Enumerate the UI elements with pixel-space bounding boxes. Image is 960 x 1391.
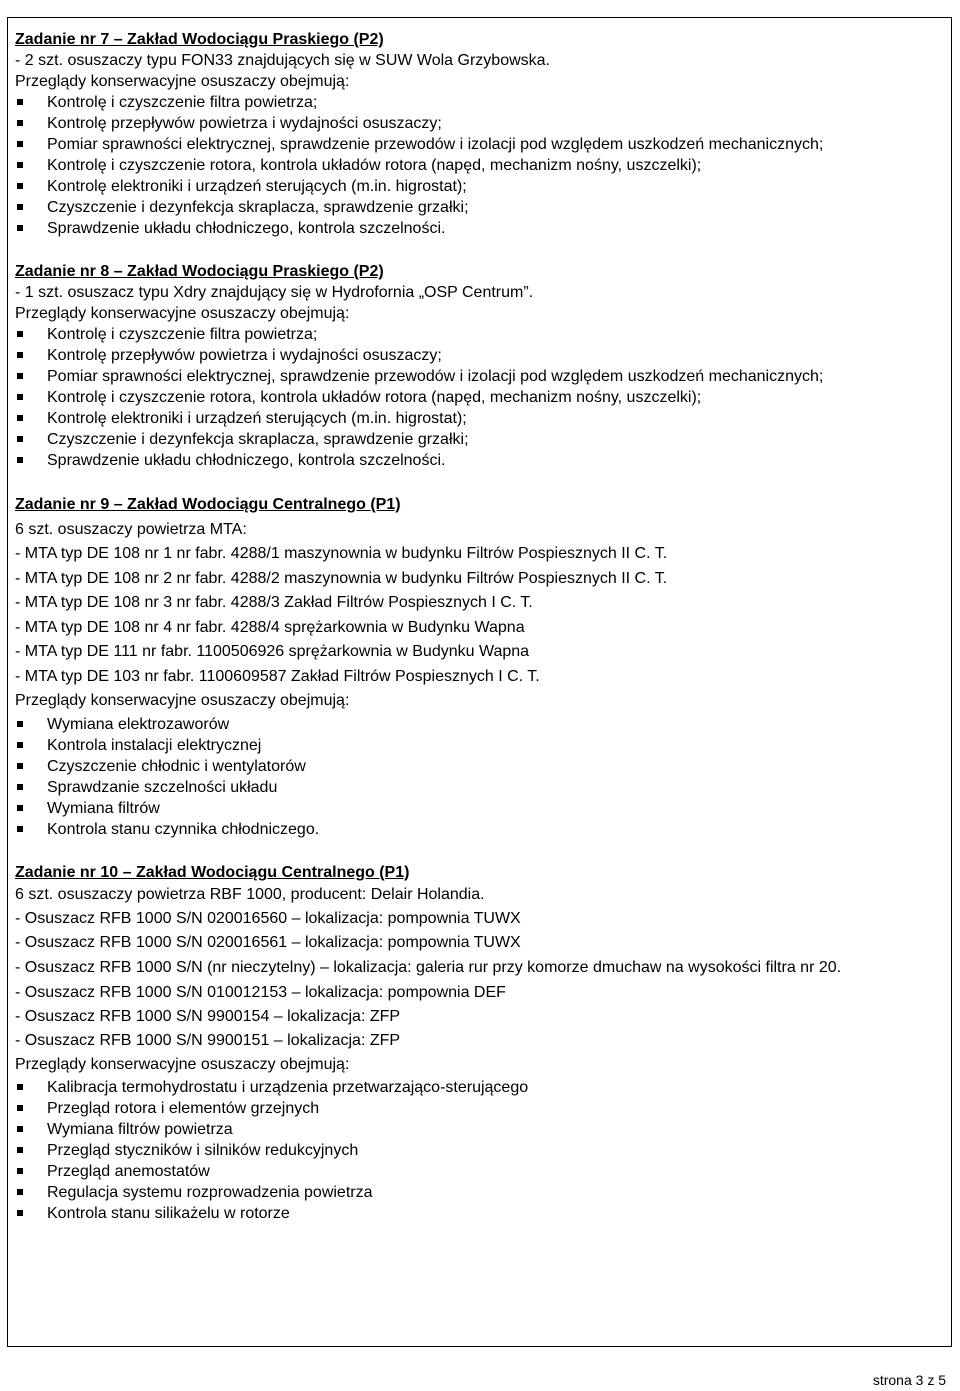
section-z10: [15, 862, 945, 1077]
list-item: Pomiar sprawności elektrycznej, sprawdzenie przewodów i izolacji pod względem uszkodzeń mechanicznych;: [15, 366, 945, 387]
list-item: Kontrolę i czyszczenie filtra powietrza;: [15, 92, 945, 113]
unit-line: - Osuszacz RFB 1000 S/N 9900154 – lokalizacja: ZFP: [15, 1007, 401, 1025]
unit-line: - MTA typ DE 108 nr 4 nr fabr. 4288/4 sprężarkownia w Budynku Wapna: [15, 618, 525, 636]
list-item: Kontrolę elektroniki i urządzeń sterujących (m.in. higrostat);: [15, 408, 945, 429]
unit-line: - MTA typ DE 108 nr 3 nr fabr. 4288/3 Zakład Filtrów Pospiesznych I C. T.: [15, 594, 533, 611]
list-item: Kontrola instalacji elektrycznej: [15, 735, 945, 756]
list-item: Przegląd styczników i silników redukcyjnych: [15, 1140, 945, 1161]
z8-scope-intro: Przeglądy konserwacyjne osuszaczy obejmują:: [15, 305, 350, 322]
list-item: Wymiana filtrów: [15, 798, 945, 819]
unit-line: - Osuszacz RFB 1000 S/N 020016560 – lokalizacja: pompownia TUWX: [15, 909, 521, 927]
z7-scope-intro: Przeglądy konserwacyjne osuszaczy obejmują:: [15, 73, 350, 90]
unit-line: - Osuszacz RFB 1000 S/N 010012153 – lokalizacja: pompownia DEF: [15, 983, 506, 1001]
document-body: [15, 29, 945, 1224]
list-item: Regulacja systemu rozprowadzenia powietrza: [15, 1182, 945, 1203]
list-item: Sprawdzenie układu chłodniczego, kontrola szczelności.: [15, 218, 945, 239]
section-title-z7: Zadanie nr 7 – Zakład Wodociągu Praskiego (P2): [15, 31, 384, 48]
list-item: Kontrola stanu silikażelu w rotorze: [15, 1203, 945, 1224]
section-title-z9: Zadanie nr 9 – Zakład Wodociągu Centralnego (P1): [15, 496, 401, 513]
section-title-z10: Zadanie nr 10 – Zakład Wodociągu Centralnego (P1): [15, 863, 410, 881]
section-title-z8: Zadanie nr 8 – Zakład Wodociągu Praskiego (P2): [15, 263, 384, 280]
unit-line: - Osuszacz RFB 1000 S/N 9900151 – lokalizacja: ZFP: [15, 1031, 401, 1049]
unit-line: - MTA typ DE 108 nr 2 nr fabr. 4288/2 maszynownia w budynku Filtrów Pospiesznych II C. T.: [15, 569, 668, 587]
list-item: Kontrolę i czyszczenie filtra powietrza;: [15, 324, 945, 345]
list-item: Wymiana elektrozaworów: [15, 714, 945, 735]
z9-scope-intro: Przeglądy konserwacyjne osuszaczy obejmują:: [15, 692, 350, 709]
list-item: Kontrolę i czyszczenie rotora, kontrola układów rotora (napęd, mechanizm nośny, uszczelki);: [15, 155, 945, 176]
list-item: Kontrolę elektroniki i urządzeń sterujących (m.in. higrostat);: [15, 176, 945, 197]
unit-line: - MTA typ DE 108 nr 1 nr fabr. 4288/1 maszynownia w budynku Filtrów Pospiesznych II C. T.: [15, 545, 668, 562]
z10-quantity: 6 szt. osuszaczy powietrza RBF 1000, producent: Delair Holandia.: [15, 885, 485, 903]
list-item: Kontrolę przepływów powietrza i wydajności osuszaczy;: [15, 345, 945, 366]
unit-line: - Osuszacz RFB 1000 S/N 020016561 – lokalizacja: pompownia TUWX: [15, 933, 521, 951]
spacer: [15, 239, 945, 261]
list-item: Kontrolę przepływów powietrza i wydajności osuszaczy;: [15, 113, 945, 134]
list-item: Przegląd anemostatów: [15, 1161, 945, 1182]
unit-line: - MTA typ DE 103 nr fabr. 1100609587 Zakład Filtrów Pospiesznych I C. T.: [15, 667, 540, 685]
z7-quantity: - 2 szt. osuszaczy typu FON33 znajdujących się w SUW Wola Grzybowska.: [15, 52, 550, 69]
unit-line: - MTA typ DE 111 nr fabr. 1100506926 sprężarkownia w Budynku Wapna: [15, 643, 530, 660]
spacer: [15, 471, 945, 493]
spacer: [15, 840, 945, 862]
unit-line-wrapped: - Osuszacz RFB 1000 S/N (nr nieczytelny) – lokalizacja: galeria rur przy komorze dmuchaw na wysokości filtra nr 20.: [15, 958, 842, 976]
list-item: Sprawdzanie szczelności układu: [15, 777, 945, 798]
list-item: Czyszczenie chłodnic i wentylatorów: [15, 756, 945, 777]
list-item: Czyszczenie i dezynfekcja skraplacza, sprawdzenie grzałki;: [15, 197, 945, 218]
section-z9: [15, 493, 945, 714]
list-item: Kontrolę i czyszczenie rotora, kontrola układów rotora (napęd, mechanizm nośny, uszczelki);: [15, 387, 945, 408]
z10-scope-intro: Przeglądy konserwacyjne osuszaczy obejmują:: [15, 1055, 350, 1073]
list-item: Wymiana filtrów powietrza: [15, 1119, 945, 1140]
list-item: Kalibracja termohydrostatu i urządzenia przetwarzająco-sterującego: [15, 1077, 945, 1098]
page-number: strona 3 z 5: [872, 1372, 946, 1388]
list-item: Pomiar sprawności elektrycznej, sprawdzenie przewodów i izolacji pod względem uszkodzeń mechanicznych;: [15, 134, 945, 155]
list-item: Przegląd rotora i elementów grzejnych: [15, 1098, 945, 1119]
list-item: Sprawdzenie układu chłodniczego, kontrola szczelności.: [15, 450, 945, 471]
list-item: Kontrola stanu czynnika chłodniczego.: [15, 819, 945, 840]
z9-quantity: 6 szt. osuszaczy powietrza MTA:: [15, 520, 247, 538]
z8-quantity: - 1 szt. osuszacz typu Xdry znajdujący się w Hydrofornia „OSP Centrum”.: [15, 284, 534, 301]
list-item: Czyszczenie i dezynfekcja skraplacza, sprawdzenie grzałki;: [15, 429, 945, 450]
